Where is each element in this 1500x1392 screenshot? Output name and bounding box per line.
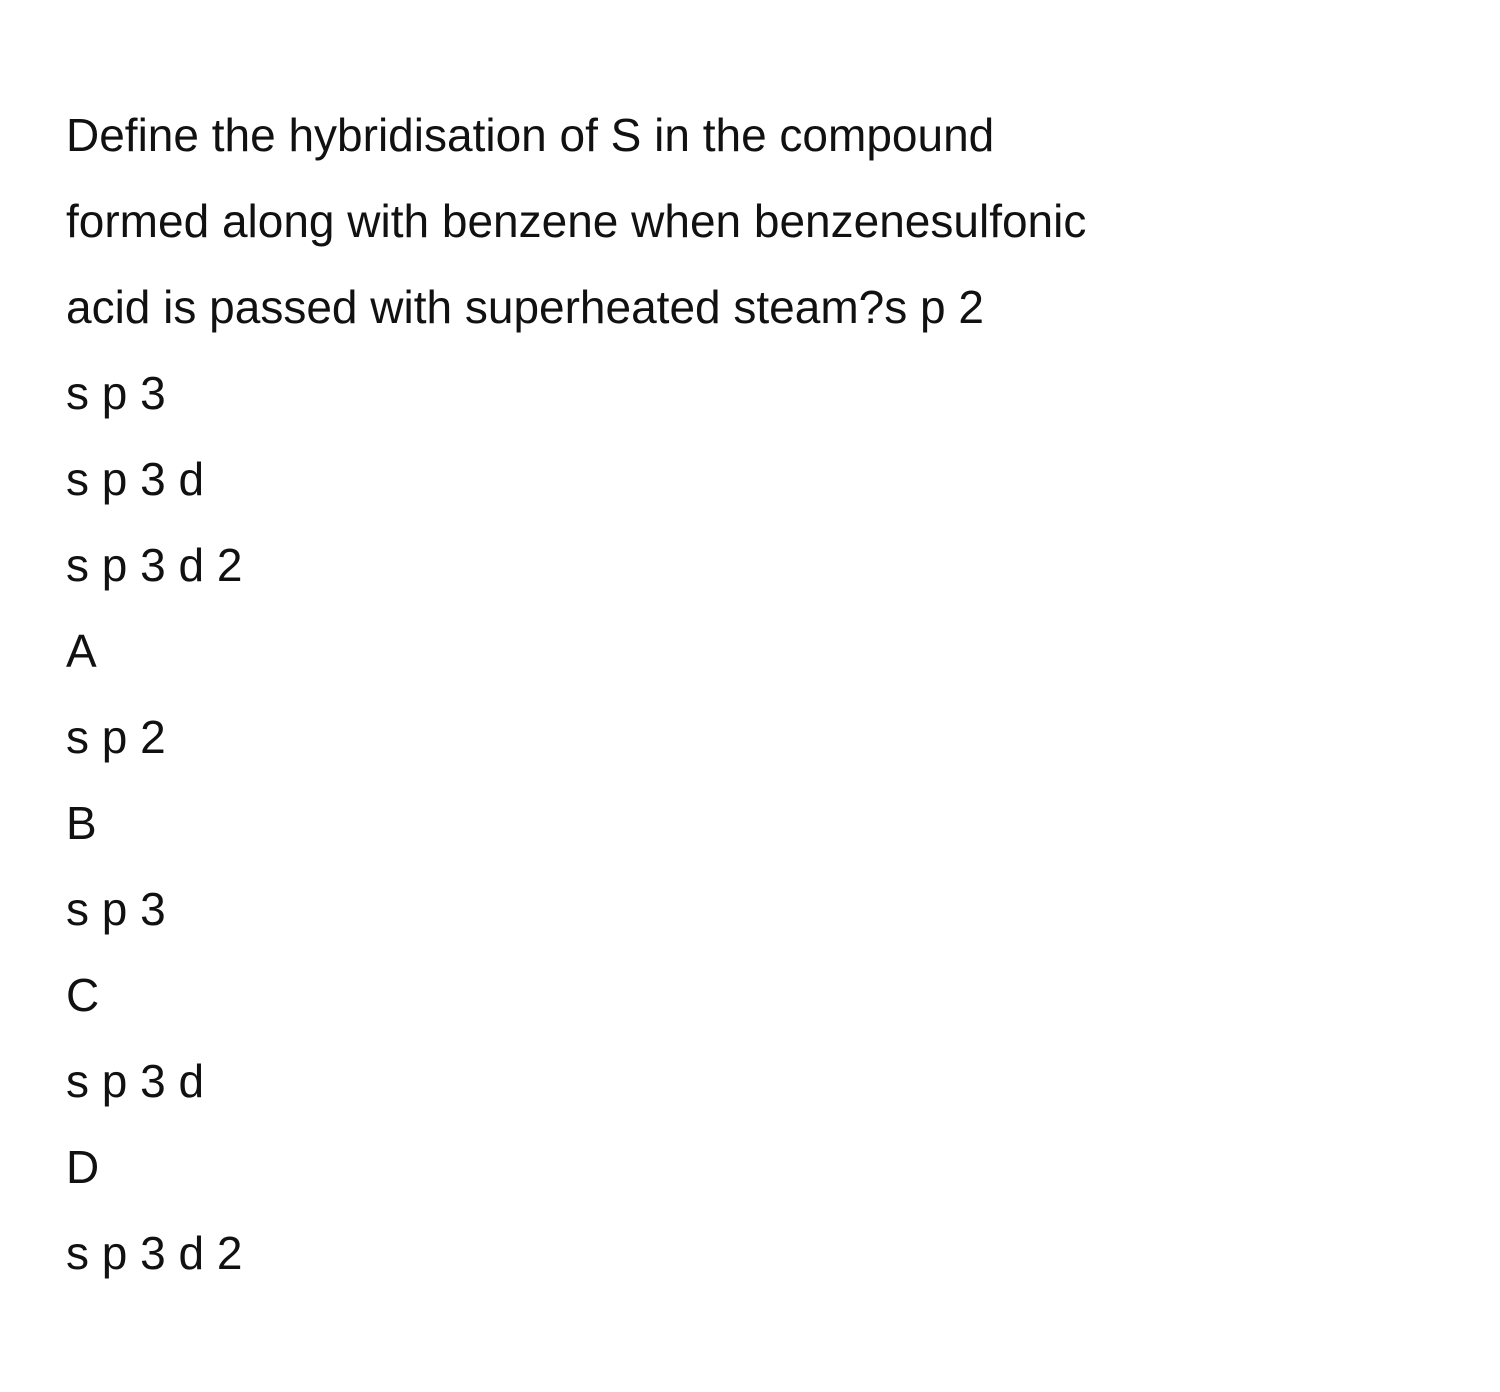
option-d-letter: D	[66, 1141, 100, 1193]
question-line-3: acid is passed with superheated steam?s p 2	[66, 281, 984, 333]
option-a-letter: A	[66, 625, 97, 677]
option-b-text[interactable]: s p 3	[66, 883, 166, 935]
option-d-text[interactable]: s p 3 d 2	[66, 1227, 243, 1279]
option-c-letter: C	[66, 969, 100, 1021]
question-line-2: formed along with benzene when benzenesulfonic	[66, 195, 1087, 247]
inline-option-1: s p 3	[66, 367, 166, 419]
inline-option-3: s p 3 d 2	[66, 539, 243, 591]
option-a-text[interactable]: s p 2	[66, 711, 166, 763]
question-line-1: Define the hybridisation of S in the compound	[66, 109, 995, 161]
option-c-text[interactable]: s p 3 d	[66, 1055, 205, 1107]
option-b-letter: B	[66, 797, 97, 849]
inline-option-2: s p 3 d	[66, 453, 205, 505]
document-body	[66, 92, 1446, 1296]
